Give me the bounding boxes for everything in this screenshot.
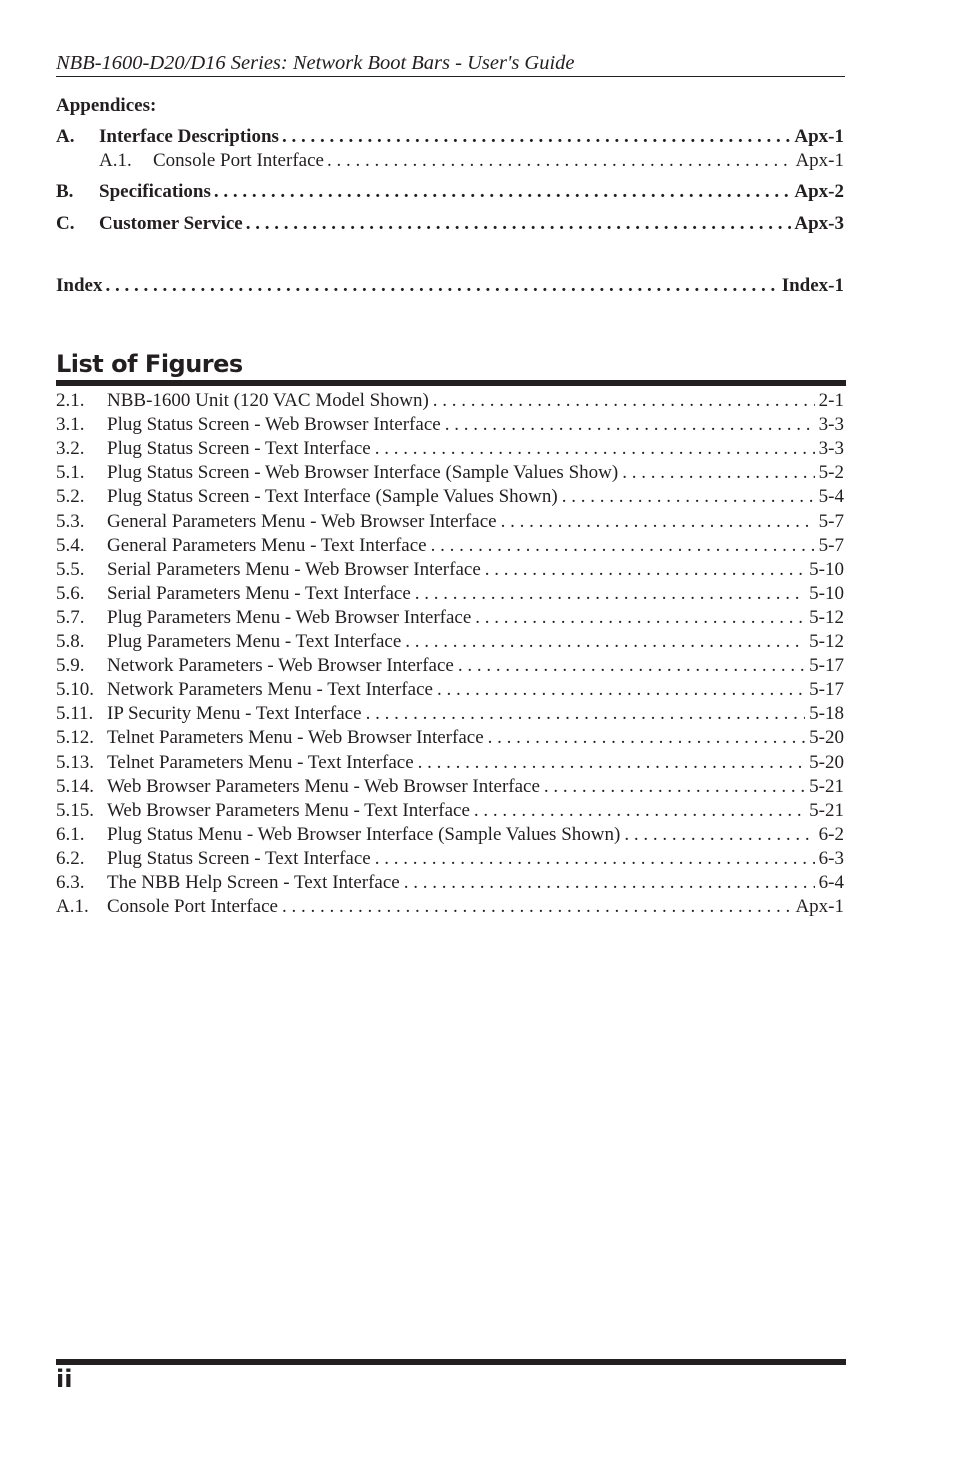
dot-leader	[488, 726, 806, 750]
figure-page: 5-7	[818, 510, 844, 532]
figure-entry[interactable]	[56, 630, 844, 654]
figure-title: Plug Status Screen - Text Interface	[107, 847, 371, 869]
toc-entry-title: Specifications	[99, 181, 211, 202]
figure-number: 3.2.	[56, 438, 85, 460]
figure-title: The NBB Help Screen - Text Interface	[107, 872, 400, 893]
footer-rule	[56, 1359, 846, 1365]
figure-title: Telnet Parameters Menu - Text Interface	[107, 751, 414, 773]
dot-leader	[327, 149, 792, 173]
figure-title: IP Security Menu - Text Interface	[107, 703, 362, 725]
dot-leader	[105, 274, 778, 298]
figure-number: 6.3.	[56, 872, 85, 893]
figure-entry[interactable]	[56, 847, 844, 871]
figure-title: Plug Status Screen - Text Interface	[107, 438, 371, 460]
figure-title: Plug Status Menu - Web Browser Interface (Sample Values Shown)	[107, 823, 621, 845]
figure-page: 6-4	[818, 872, 844, 893]
dot-leader	[415, 582, 805, 606]
figure-page: 3-3	[818, 414, 844, 436]
figure-number: 6.1.	[56, 823, 85, 845]
figure-page: 5-20	[809, 727, 844, 749]
toc-entry-page: Apx-1	[794, 126, 844, 147]
figure-title: Serial Parameters Menu - Web Browser Interface	[107, 558, 481, 580]
figure-entry[interactable]	[56, 485, 844, 509]
dot-leader	[375, 847, 815, 871]
toc-entry-appendix-c[interactable]	[56, 212, 844, 236]
figure-number: 5.8.	[56, 631, 85, 652]
figure-entry[interactable]	[56, 413, 844, 437]
toc-entry-index[interactable]	[56, 274, 844, 298]
dot-leader	[404, 871, 815, 895]
figure-number: 5.13.	[56, 751, 94, 773]
figure-entry[interactable]	[56, 606, 844, 630]
figure-number: 5.7.	[56, 606, 85, 628]
dot-leader	[214, 180, 791, 204]
figure-page: 5-21	[809, 775, 844, 797]
toc-entry-page: Apx-3	[794, 213, 844, 234]
toc-entry-page: Index-1	[781, 275, 844, 296]
figure-number: 3.1.	[56, 414, 85, 436]
figure-title: Serial Parameters Menu - Text Interface	[107, 582, 411, 604]
dot-leader	[485, 558, 805, 582]
figure-number: 5.6.	[56, 582, 85, 604]
dot-leader	[624, 823, 814, 847]
figure-entry[interactable]	[56, 726, 844, 750]
figure-entry[interactable]	[56, 534, 844, 558]
dot-leader	[445, 413, 815, 437]
dot-leader	[405, 630, 805, 654]
figure-entry[interactable]	[56, 582, 844, 606]
figure-title: NBB-1600 Unit (120 VAC Model Shown)	[107, 390, 429, 411]
figure-page: Apx-1	[795, 896, 844, 918]
figure-page: 5-18	[809, 703, 844, 725]
dot-leader	[282, 895, 791, 919]
toc-entry-title: Customer Service	[99, 213, 243, 234]
dot-leader	[544, 775, 805, 799]
figure-entry[interactable]	[56, 871, 844, 895]
dot-leader	[501, 510, 815, 534]
figure-entry[interactable]	[56, 558, 844, 582]
figure-page: 5-17	[809, 655, 844, 677]
figure-page: 5-12	[809, 631, 844, 652]
figure-title: Plug Parameters Menu - Text Interface	[107, 631, 402, 652]
figure-page: 5-4	[818, 486, 844, 508]
figure-number: 5.15.	[56, 799, 94, 821]
figure-title: General Parameters Menu - Text Interface	[107, 534, 427, 556]
dot-leader	[431, 534, 815, 558]
figure-page: 5-2	[818, 462, 844, 484]
figure-entry[interactable]	[56, 461, 844, 485]
figure-entry[interactable]	[56, 389, 844, 413]
figure-title: Plug Status Screen - Text Interface (Sample Values Shown)	[107, 486, 558, 508]
figure-page: 2-1	[818, 390, 844, 411]
figure-page: 3-3	[818, 438, 844, 460]
dot-leader	[562, 485, 815, 509]
figure-title: Telnet Parameters Menu - Web Browser Interface	[107, 727, 484, 749]
figure-page: 5-10	[809, 558, 844, 580]
figure-page: 6-3	[818, 847, 844, 869]
figure-number: A.1.	[56, 896, 89, 918]
toc-entry-title: Interface Descriptions	[99, 126, 279, 147]
running-header: NBB-1600-D20/D16 Series: Network Boot Bars - User's Guide	[56, 50, 845, 77]
figure-entry[interactable]	[56, 654, 844, 678]
figure-entry[interactable]	[56, 751, 844, 775]
figure-number: 5.1.	[56, 462, 85, 484]
dot-leader	[366, 702, 806, 726]
figure-number: 6.2.	[56, 847, 85, 869]
figure-entry[interactable]	[56, 510, 844, 534]
figure-number: 5.14.	[56, 775, 94, 797]
figure-number: 5.12.	[56, 727, 94, 749]
figure-page: 5-12	[809, 606, 844, 628]
figure-title: Plug Status Screen - Web Browser Interface (Sample Values Show)	[107, 462, 619, 484]
figure-number: 5.3.	[56, 510, 85, 532]
toc-entry-page: Apx-2	[794, 181, 844, 202]
figure-number: 5.10.	[56, 679, 94, 701]
figure-page: 5-10	[809, 582, 844, 604]
dot-leader	[246, 212, 792, 236]
toc-entry-number: A.1.	[99, 150, 132, 171]
dot-leader	[474, 799, 805, 823]
figure-entry[interactable]	[56, 823, 844, 847]
figure-entry[interactable]	[56, 799, 844, 823]
figure-page: 5-21	[809, 799, 844, 821]
figure-entry[interactable]	[56, 895, 844, 919]
appendices-heading: Appendices:	[56, 95, 157, 116]
figure-title: General Parameters Menu - Web Browser Interface	[107, 510, 497, 532]
figure-page: 6-2	[818, 823, 844, 845]
toc-entry-page: Apx-1	[795, 150, 844, 171]
figure-title: Plug Parameters Menu - Web Browser Interface	[107, 606, 472, 628]
figure-page: 5-17	[809, 679, 844, 701]
dot-leader	[375, 437, 815, 461]
figure-title: Network Parameters - Web Browser Interface	[107, 655, 454, 677]
figure-title: Console Port Interface	[107, 896, 278, 918]
dot-leader	[437, 678, 805, 702]
toc-entry-letter: B.	[56, 181, 74, 202]
toc-entry-appendix-a[interactable]	[56, 125, 844, 149]
figure-number: 5.4.	[56, 534, 85, 556]
toc-entry-title: Console Port Interface	[153, 150, 324, 171]
dot-leader	[282, 125, 791, 149]
toc-entry-appendix-a1[interactable]	[56, 149, 844, 173]
toc-entry-appendix-b[interactable]	[56, 180, 844, 204]
figure-number: 5.11.	[56, 703, 94, 725]
figure-entry[interactable]	[56, 437, 844, 461]
figure-title: Web Browser Parameters Menu - Text Interface	[107, 799, 470, 821]
dot-leader	[622, 461, 814, 485]
figure-number: 2.1.	[56, 390, 85, 411]
figure-title: Network Parameters Menu - Text Interface	[107, 679, 433, 701]
figure-title: Plug Status Screen - Web Browser Interface	[107, 414, 441, 436]
figure-entry[interactable]	[56, 775, 844, 799]
dot-leader	[433, 389, 815, 413]
section-rule	[56, 380, 846, 386]
figure-number: 5.9.	[56, 655, 85, 677]
figure-title: Web Browser Parameters Menu - Web Browser Interface	[107, 775, 540, 797]
figure-number: 5.5.	[56, 558, 85, 580]
figure-number: 5.2.	[56, 486, 85, 508]
figure-page: 5-7	[818, 534, 844, 556]
toc-entry-letter: A.	[56, 126, 75, 147]
page-number: ii	[56, 1365, 73, 1393]
toc-entry-title: Index	[56, 275, 103, 296]
figure-entry[interactable]	[56, 702, 844, 726]
dot-leader	[458, 654, 805, 678]
toc-entry-letter: C.	[56, 213, 75, 234]
list-of-figures-heading: List of Figures	[56, 350, 243, 378]
figure-entry[interactable]	[56, 678, 844, 702]
dot-leader	[475, 606, 805, 630]
dot-leader	[418, 751, 806, 775]
figure-page: 5-20	[809, 751, 844, 773]
